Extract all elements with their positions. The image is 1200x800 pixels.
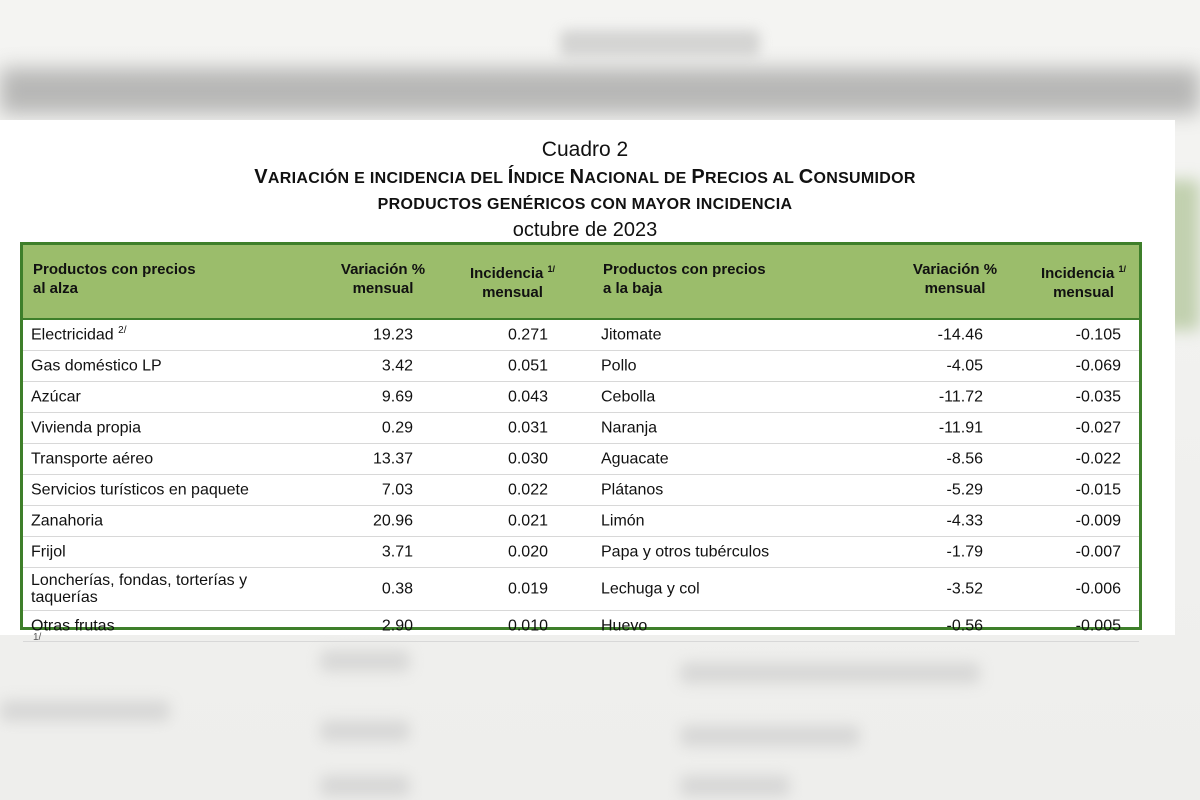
incidence-2-cell: -0.005 xyxy=(1075,617,1121,635)
table-title: VARIACIÓN E INCIDENCIA DEL ÍNDICE NACIONAL DE PRECIOS AL CONSUMIDOR xyxy=(254,166,916,188)
blurred-row xyxy=(680,662,980,684)
product-down-cell: Jitomate xyxy=(601,326,662,344)
table-document xyxy=(0,120,1175,635)
incidence-cell: 0.031 xyxy=(507,419,548,437)
table-body xyxy=(23,320,1139,642)
product-up-cell: Azúcar xyxy=(31,388,81,406)
incidence-2-cell: -0.022 xyxy=(1075,450,1121,468)
incidence-cell: 0.021 xyxy=(507,512,548,530)
variation-cell: 9.69 xyxy=(381,388,413,406)
product-up-cell: Vivienda propia xyxy=(31,419,142,437)
blurred-heading xyxy=(560,30,760,56)
table-row xyxy=(23,320,1139,351)
variation-cell: 7.03 xyxy=(381,481,413,499)
incidence-cell: 0.019 xyxy=(507,580,548,598)
product-up-cell: Loncherías, fondas, torterías y taquerías xyxy=(31,572,248,606)
blurred-row xyxy=(320,775,410,797)
product-up-cell: Gas doméstico LP xyxy=(31,357,162,375)
table-row xyxy=(23,611,1139,642)
incidence-cell: 0.271 xyxy=(507,326,548,344)
product-down-cell: Plátanos xyxy=(601,481,664,499)
variation-2-cell: -0.56 xyxy=(946,617,983,635)
header-variation: Variación % mensual xyxy=(340,261,426,297)
header-incidence: Incidencia $^{1/}$ mensual xyxy=(469,264,556,301)
variation-2-cell: -11.72 xyxy=(938,388,983,406)
product-down-cell: Aguacate xyxy=(601,450,669,468)
product-down-cell: Cebolla xyxy=(601,388,656,406)
blurred-row xyxy=(0,700,170,722)
product-down-cell: Huevo xyxy=(601,617,648,635)
table-row xyxy=(23,506,1139,537)
variation-cell: 0.38 xyxy=(381,580,413,598)
variation-cell: 13.37 xyxy=(372,450,413,468)
variation-2-cell: -1.79 xyxy=(946,543,983,561)
incidence-2-cell: -0.006 xyxy=(1075,580,1121,598)
blurred-row xyxy=(680,725,860,747)
blurred-row xyxy=(680,775,790,797)
variation-cell: 20.96 xyxy=(372,512,413,530)
product-up-cell: Servicios turísticos en paquete xyxy=(31,481,249,499)
incidence-2-cell: -0.015 xyxy=(1075,481,1121,499)
header-variation-2: Variación % mensual xyxy=(912,261,998,297)
incidence-2-cell: -0.035 xyxy=(1075,388,1121,406)
incidence-2-cell: -0.105 xyxy=(1075,326,1121,344)
product-down-cell: Lechuga y col xyxy=(601,580,700,598)
table-row xyxy=(23,568,1139,611)
table-number: Cuadro 2 xyxy=(541,138,629,161)
header-products-down: Productos con precios a la baja xyxy=(603,261,766,297)
variation-cell: 2.90 xyxy=(381,617,413,635)
table-row xyxy=(23,537,1139,568)
footnote-superscript: 2/ xyxy=(118,325,127,337)
variation-2-cell: -3.52 xyxy=(946,580,983,598)
variation-2-cell: -11.91 xyxy=(938,419,983,437)
table-row xyxy=(23,413,1139,444)
product-down-cell: Pollo xyxy=(601,357,637,375)
table-row xyxy=(23,444,1139,475)
incidence-2-cell: -0.069 xyxy=(1075,357,1121,375)
incidence-2-cell: -0.009 xyxy=(1075,512,1121,530)
header-products-up: Productos con precios al alza xyxy=(33,261,196,297)
variation-cell: 3.42 xyxy=(381,357,413,375)
incidence-cell: 0.030 xyxy=(507,450,548,468)
product-up-cell: Electricidad $^{2/}$ xyxy=(31,325,127,344)
incidence-cell: 0.022 xyxy=(507,481,548,499)
blurred-row xyxy=(320,650,410,672)
table-subtitle: PRODUCTOS GENÉRICOS CON MAYOR INCIDENCIA xyxy=(377,196,793,213)
blurred-title-band xyxy=(0,68,1200,114)
table-row xyxy=(23,351,1139,382)
product-down-cell: Limón xyxy=(601,512,645,530)
variation-2-cell: -4.05 xyxy=(946,357,983,375)
header-incidence-2: Incidencia $^{1/}$ mensual xyxy=(1040,264,1127,301)
incidence-2-cell: -0.007 xyxy=(1075,543,1121,561)
incidence-cell: 0.051 xyxy=(507,357,548,375)
table-row xyxy=(23,382,1139,413)
incidence-2-cell: -0.027 xyxy=(1075,419,1121,437)
table-header xyxy=(23,245,1139,320)
incidence-cell: 0.043 xyxy=(507,388,548,406)
blurred-row xyxy=(320,720,410,742)
data-table xyxy=(20,242,1142,635)
variation-cell: 19.23 xyxy=(372,326,413,344)
table-row xyxy=(23,475,1139,506)
table-date: octubre de 2023 xyxy=(512,219,658,241)
product-up-cell: Transporte aéreo xyxy=(31,450,154,468)
footnote-mark: 1/ xyxy=(33,632,42,643)
variation-cell: 3.71 xyxy=(381,543,413,561)
product-down-cell: Papa y otros tubérculos xyxy=(601,543,770,561)
incidence-cell: 0.020 xyxy=(507,543,548,561)
variation-2-cell: -5.29 xyxy=(946,481,983,499)
product-up-cell: Otras frutas xyxy=(31,617,115,635)
product-up-cell: Zanahoria xyxy=(31,512,104,530)
product-up-cell: Frijol xyxy=(31,543,66,561)
variation-2-cell: -14.46 xyxy=(937,326,983,344)
product-down-cell: Naranja xyxy=(601,419,658,437)
variation-cell: 0.29 xyxy=(381,419,413,437)
variation-2-cell: -4.33 xyxy=(946,512,983,530)
variation-2-cell: -8.56 xyxy=(946,450,983,468)
incidence-cell: 0.010 xyxy=(507,617,548,635)
